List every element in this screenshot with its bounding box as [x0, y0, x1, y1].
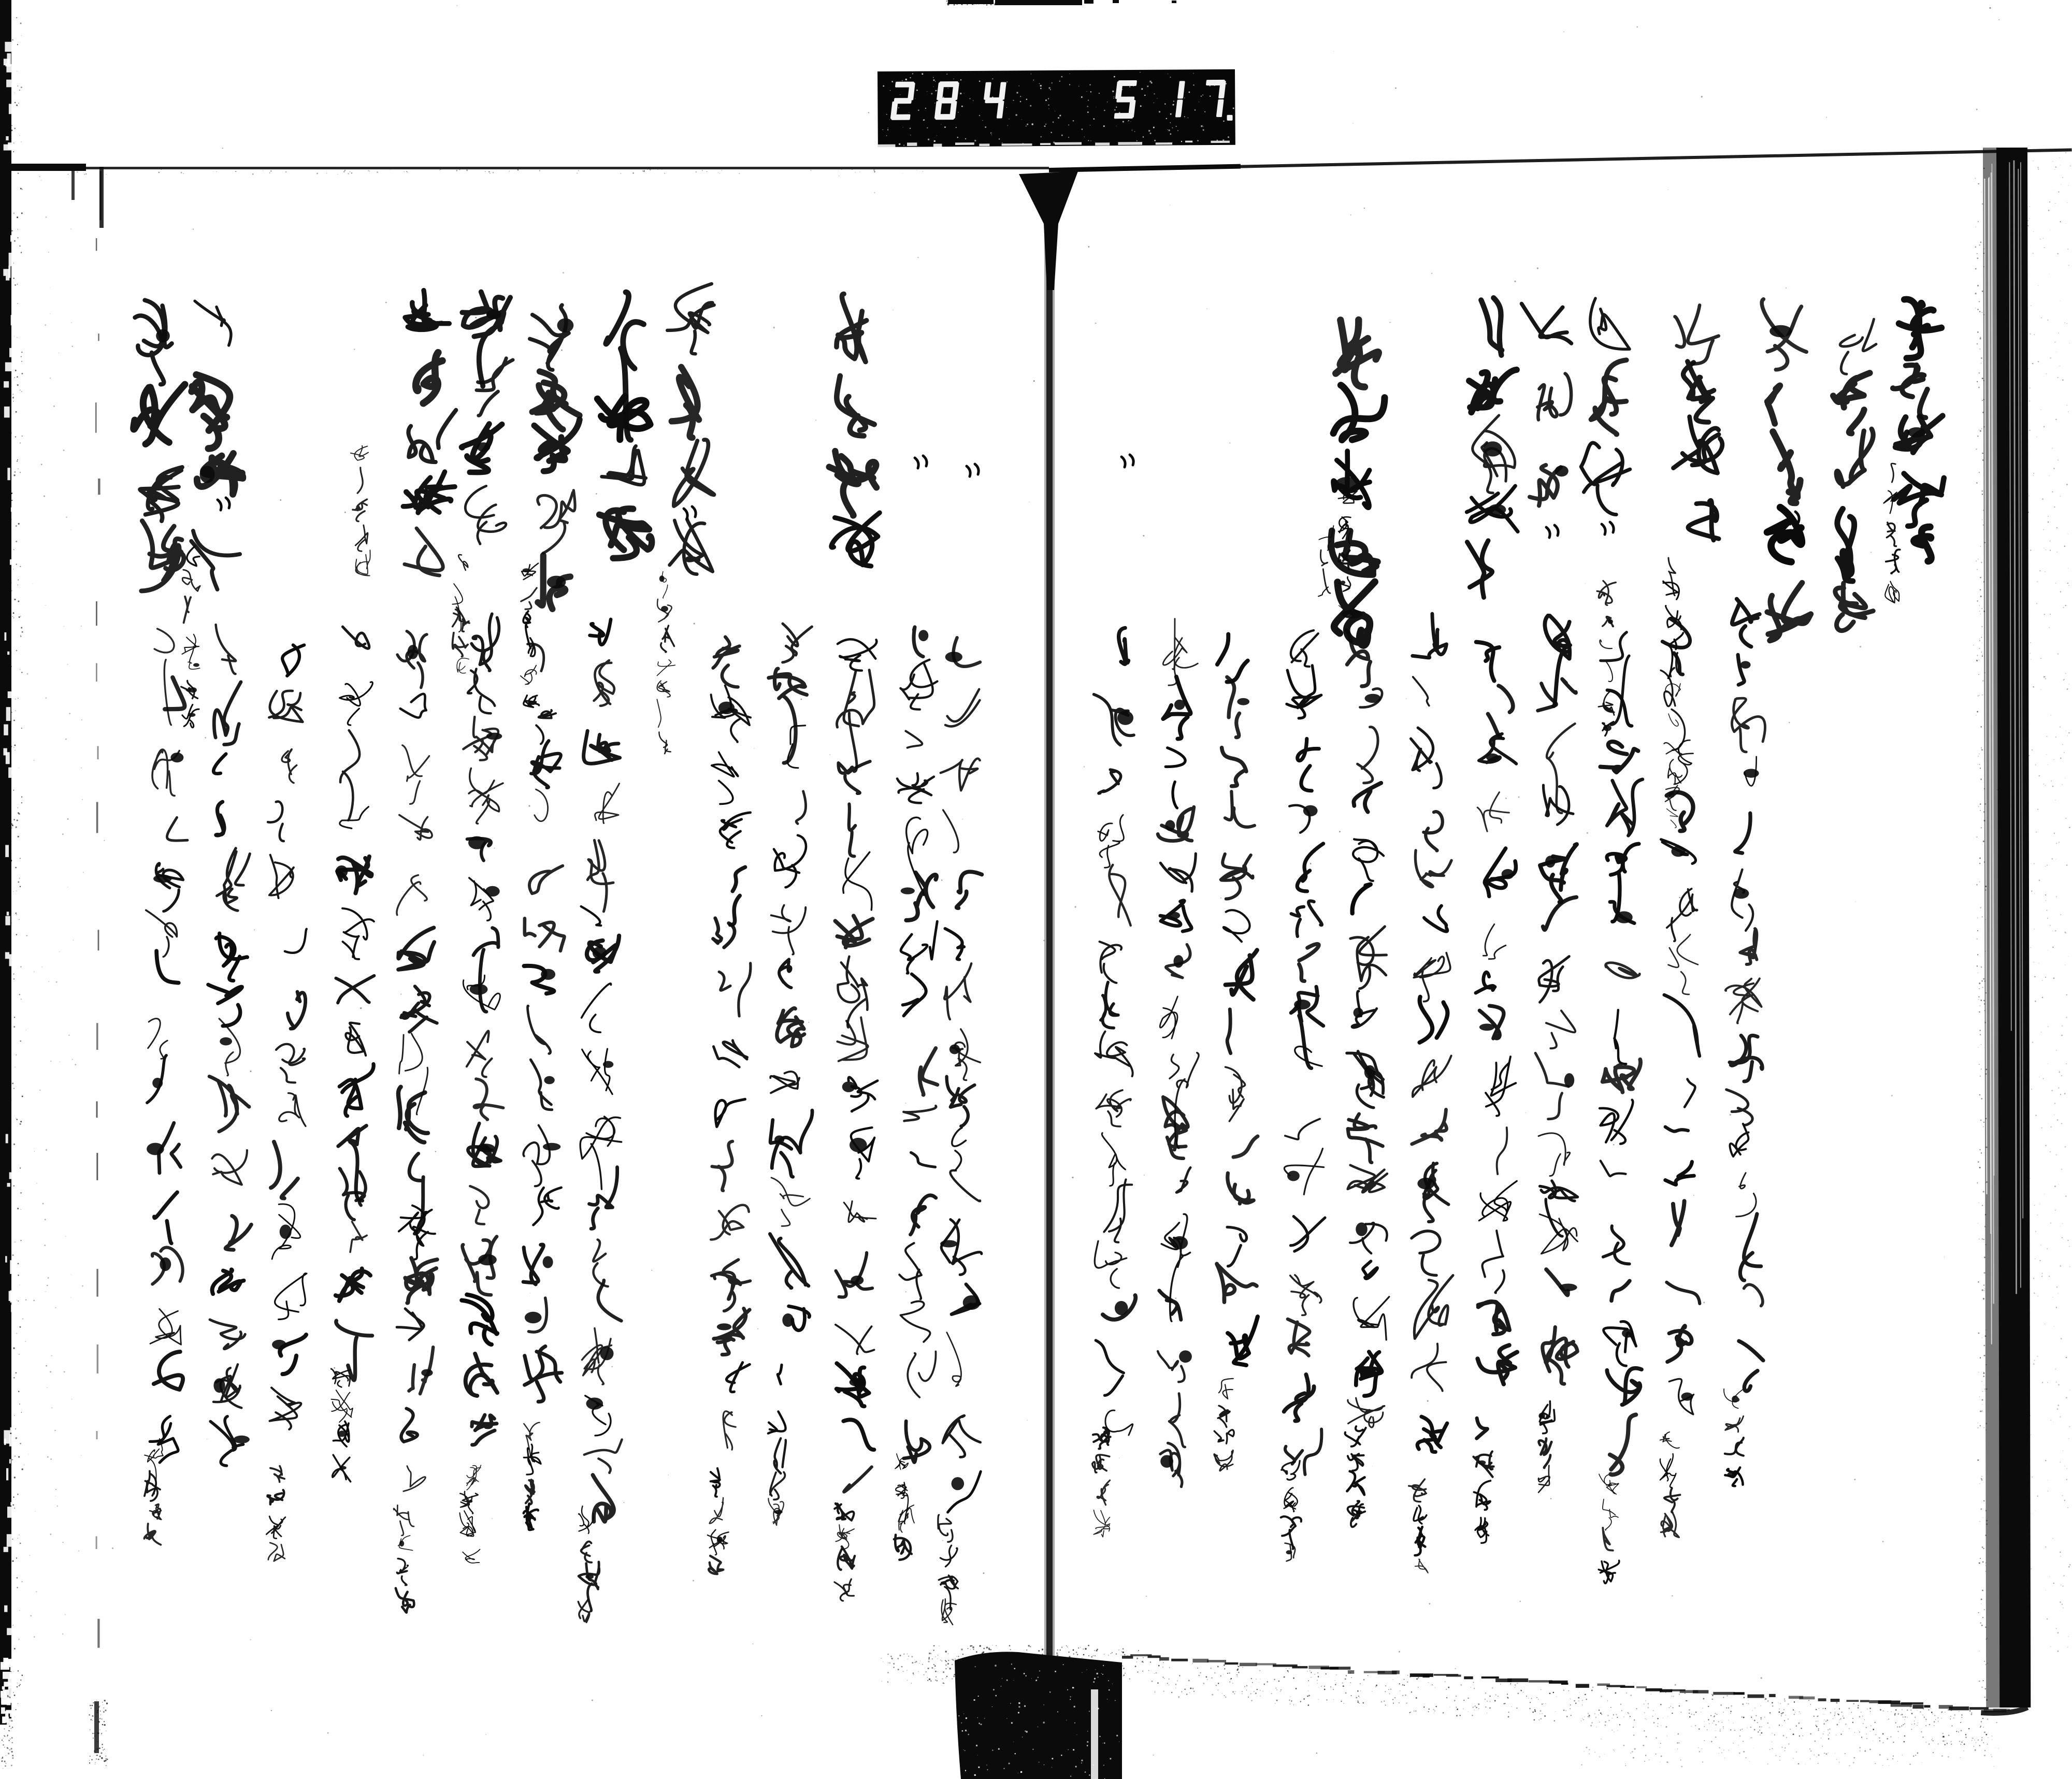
bottom-clamp-shadow [881, 1645, 1144, 1779]
gutter-shadow [1019, 171, 1078, 1662]
left-page-border-line [89, 171, 108, 1766]
film-frame-counter [877, 69, 1235, 148]
right-page-edge-band [1975, 148, 2031, 1713]
left-scan-edge-strip [0, 0, 23, 1769]
left-page-calligraphy [134, 284, 982, 1625]
top-edge-marks [946, 0, 1176, 6]
dust-specks [16, 5, 2070, 1767]
bottom-edge-line [1122, 1654, 2010, 1746]
right-page-calligraphy [1092, 298, 1944, 1583]
